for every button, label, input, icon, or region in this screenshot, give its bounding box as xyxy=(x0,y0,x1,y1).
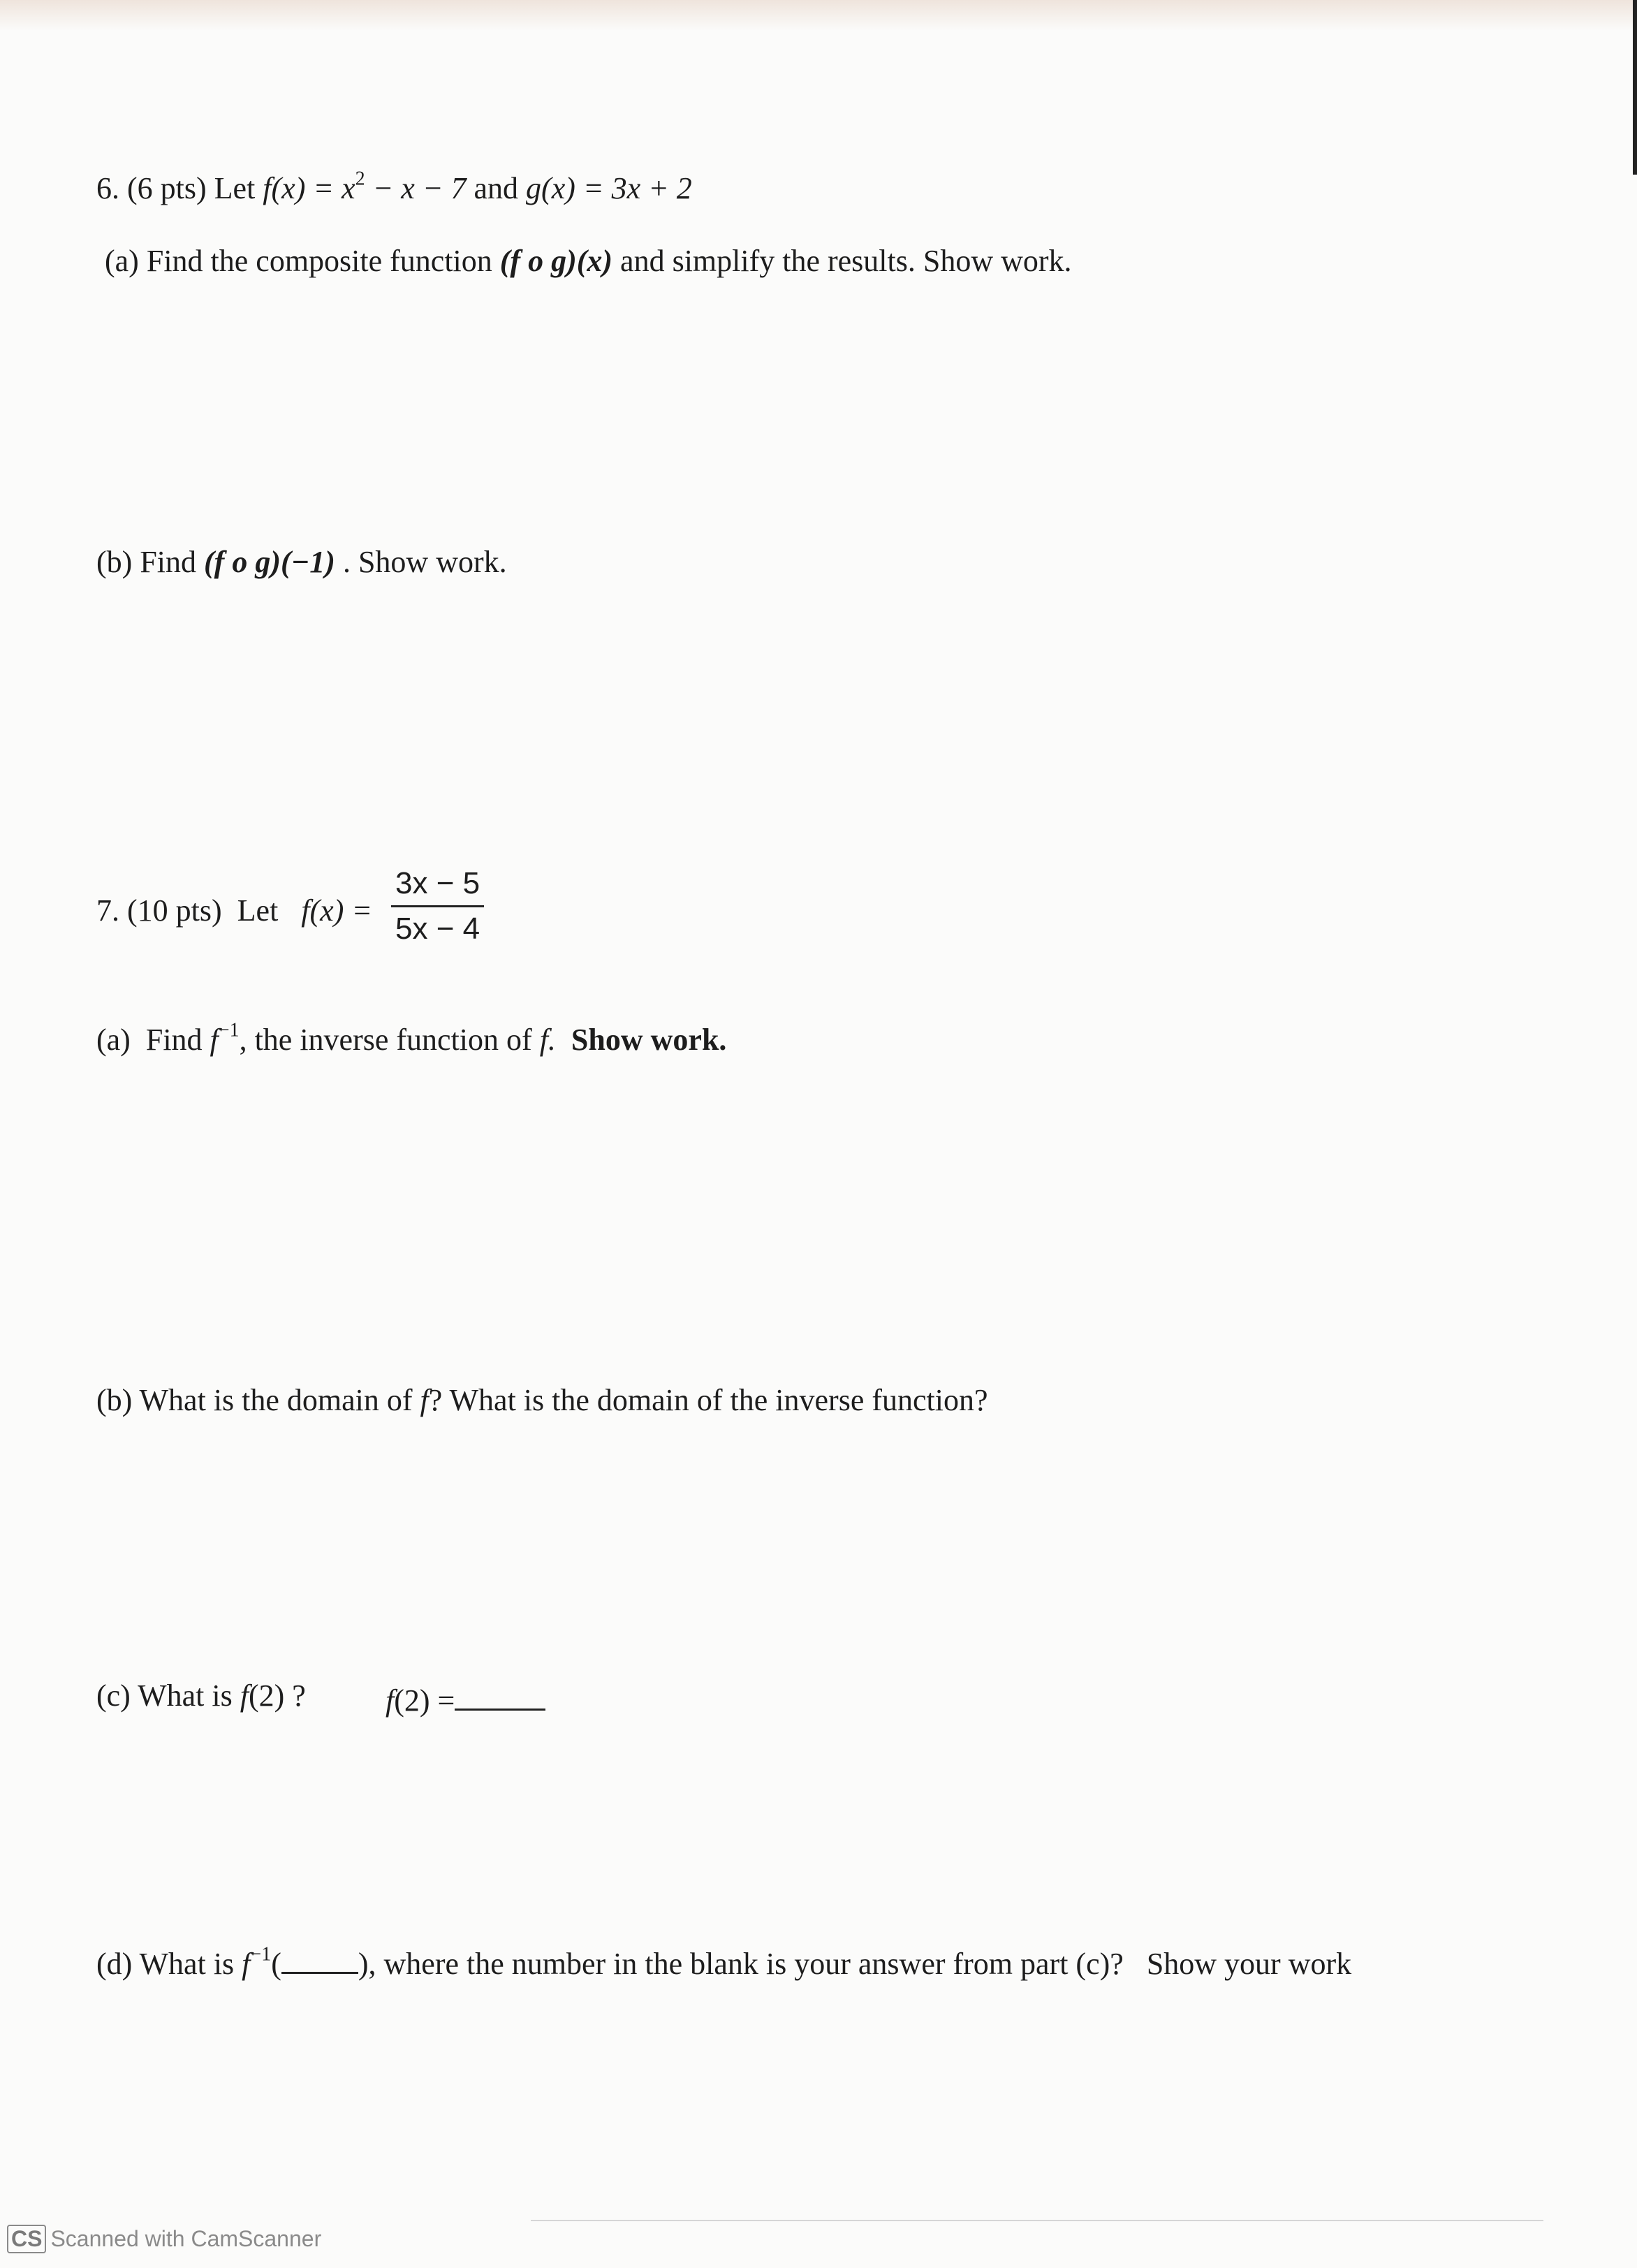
q7-part-c xyxy=(96,1678,306,1713)
q7-denominator: 5x − 4 xyxy=(395,912,480,946)
q7b-text-2: ? What is the domain of the inverse function? xyxy=(428,1383,988,1417)
q7a-inverse-f: f xyxy=(210,1023,219,1057)
camscanner-logo-icon: CS xyxy=(7,2225,46,2253)
q7-fraction xyxy=(391,866,484,946)
q7d-blank[interactable] xyxy=(281,1944,358,1974)
q7d-text-1: What is xyxy=(139,1947,235,1981)
q6-part-b xyxy=(96,547,507,578)
q6-f-name: f xyxy=(263,171,272,205)
q7d-text-2: ), where the number in the blank is your answer from part (c)? xyxy=(358,1947,1124,1981)
q6-let: Let xyxy=(214,171,256,205)
q6b-text-2: . Show work. xyxy=(342,545,507,579)
q6b-text-1: Find xyxy=(140,545,197,579)
q7-numerator: 3x − 5 xyxy=(391,866,484,907)
q6-g-definition: g(x) = 3x + 2 xyxy=(526,171,692,205)
q7c-answer-blank[interactable] xyxy=(455,1681,545,1711)
q7-part-d xyxy=(96,1944,1351,1980)
q6-and: and xyxy=(474,171,519,205)
q6-f-rest: − x − 7 xyxy=(365,171,467,205)
q6-f-arg: (x) = x xyxy=(271,171,355,205)
q7-number: 7. xyxy=(96,893,119,928)
q7-let: Let xyxy=(237,893,279,928)
camscanner-footer xyxy=(7,2225,321,2253)
q7c-text-1: What is xyxy=(138,1678,233,1713)
q6-number: 6. xyxy=(96,171,119,205)
q7a-text-1: Find xyxy=(145,1023,203,1057)
q6a-label: (a) xyxy=(105,244,139,278)
q7d-show-work: Show your work xyxy=(1146,1947,1352,1981)
q7a-show-work: Show work. xyxy=(571,1023,727,1057)
q6a-composite: (f o g)(x) xyxy=(499,244,613,278)
q7d-f: f xyxy=(242,1947,251,1981)
q7b-f: f xyxy=(420,1383,429,1417)
q7b-text-1: What is the domain of xyxy=(139,1383,413,1417)
q7d-open-paren: ( xyxy=(271,1947,281,1981)
q7d-exponent: −1 xyxy=(250,1943,272,1966)
q7-part-a xyxy=(96,1019,727,1057)
q6-f-exponent: 2 xyxy=(355,168,365,190)
q7a-f: f. xyxy=(539,1023,556,1057)
q7a-text-2: , the inverse function of xyxy=(239,1023,532,1057)
q7c-answer-rest: (2) = xyxy=(394,1683,455,1718)
q6a-text-2: and simplify the results. Show work. xyxy=(620,244,1072,278)
q7-part-b xyxy=(96,1385,988,1416)
q6-part-a xyxy=(105,246,1072,277)
q7a-label: (a) xyxy=(96,1023,131,1057)
scan-bottom-line xyxy=(531,2220,1543,2221)
q7c-label: (c) xyxy=(96,1678,131,1713)
q6-header xyxy=(96,168,692,205)
q7a-inverse-exponent: −1 xyxy=(218,1019,240,1041)
q7-header xyxy=(96,895,372,926)
q6-points: (6 pts) xyxy=(127,171,207,205)
q7d-label: (d) xyxy=(96,1947,133,1981)
q7-points: (10 pts) xyxy=(127,893,222,928)
q7c-answer-f: f xyxy=(386,1683,395,1718)
q6b-composite: (f o g)(−1) xyxy=(204,545,335,579)
q7c-f: f xyxy=(240,1678,249,1713)
q6b-label: (b) xyxy=(96,545,133,579)
q7c-answer xyxy=(386,1681,545,1716)
camscanner-text: Scanned with CamScanner xyxy=(50,2226,322,2251)
q7-f-lhs: f(x) = xyxy=(301,893,373,928)
q7c-text-2: (2) ? xyxy=(248,1678,306,1713)
q7b-label: (b) xyxy=(96,1383,133,1417)
q6a-text-1: Find the composite function xyxy=(146,244,492,278)
